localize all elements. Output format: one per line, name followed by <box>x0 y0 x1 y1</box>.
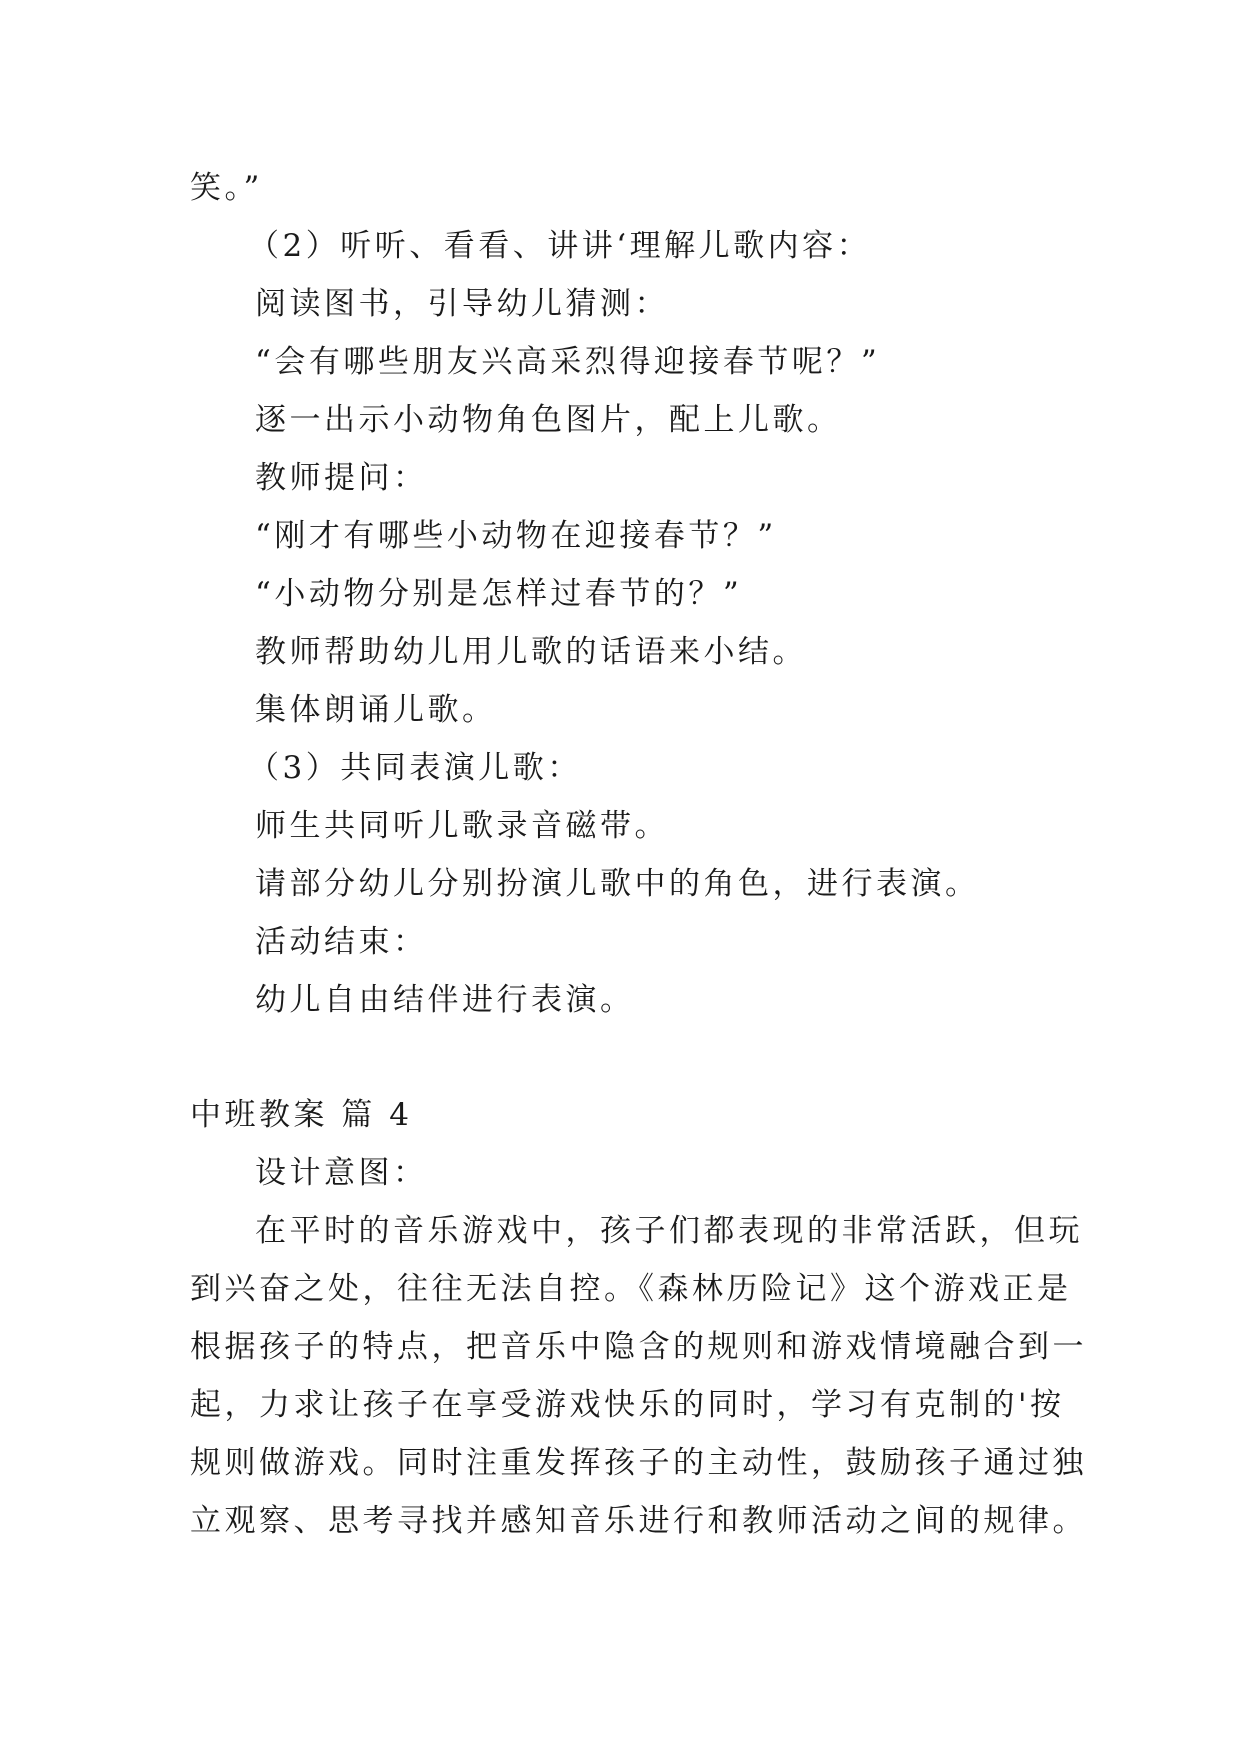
paragraph-line: 规则做游戏。同时注重发挥孩子的主动性，鼓励孩子通过独 <box>190 1445 1087 1481</box>
text-line: 逐一出示小动物角色图片，配上儿歌。 <box>255 402 842 438</box>
paragraph-line: 起，力求让孩子在享受游戏快乐的同时，学习有克制的'按 <box>190 1387 1065 1423</box>
text-line: 师生共同听儿歌录音磁带。 <box>255 808 669 844</box>
text-line: “会有哪些朋友兴高采烈得迎接春节呢？” <box>255 344 881 380</box>
text-line: “刚才有哪些小动物在迎接春节？” <box>255 518 777 554</box>
text-line: 教师帮助幼儿用儿歌的话语来小结。 <box>255 634 807 670</box>
section-subheading: 设计意图： <box>255 1155 428 1191</box>
text-line: 幼儿自由结伴进行表演。 <box>255 982 635 1018</box>
section-heading: 中班教案 篇 4 <box>190 1097 413 1133</box>
text-line: 集体朗诵儿歌。 <box>255 692 497 728</box>
paragraph-line: 到兴奋之处，往往无法自控。《森林历险记》这个游戏正是 <box>190 1271 1072 1307</box>
text-line: （2）听听、看看、讲讲‘理解儿歌内容： <box>248 228 872 264</box>
text-line: “小动物分别是怎样过春节的？” <box>255 576 743 612</box>
text-line: 阅读图书，引导幼儿猜测： <box>255 286 669 322</box>
text-line: （3）共同表演儿歌： <box>248 750 582 786</box>
paragraph-line: 根据孩子的特点，把音乐中隐含的规则和游戏情境融合到一 <box>190 1329 1087 1365</box>
paragraph-line: 立观察、思考寻找并感知音乐进行和教师活动之间的规律。 <box>190 1503 1087 1539</box>
paragraph-line: 在平时的音乐游戏中，孩子们都表现的非常活跃，但玩 <box>255 1213 1083 1249</box>
text-line: 请部分幼儿分别扮演儿歌中的角色，进行表演。 <box>255 866 980 902</box>
text-line: 笑。” <box>190 170 263 206</box>
text-line: 活动结束： <box>255 924 428 960</box>
text-line: 教师提问： <box>255 460 428 496</box>
